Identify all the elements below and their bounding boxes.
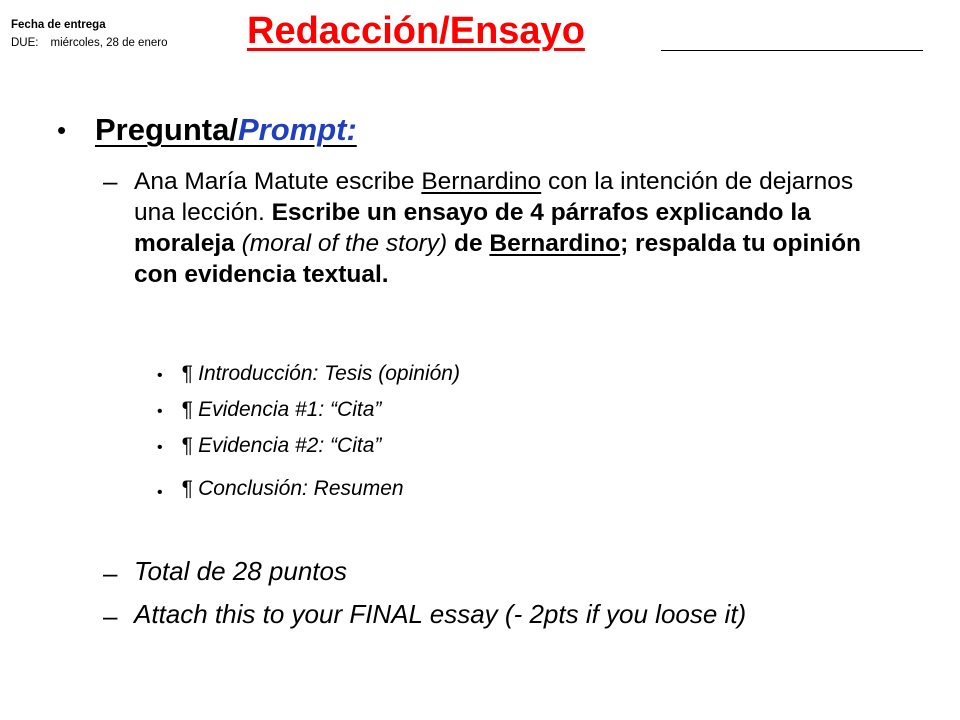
- due-line: [11, 34, 167, 52]
- dash-icon: –: [103, 558, 118, 588]
- prompt-heading-colon: :: [346, 112, 357, 147]
- dash-icon: –: [103, 166, 118, 196]
- dash-icon: –: [103, 601, 118, 631]
- outline-item: ¶ Evidencia #1: “Cita”: [181, 398, 382, 421]
- story-title-2: Bernardino: [489, 230, 621, 257]
- sub-bullet-icon: •: [157, 367, 163, 384]
- prompt-text: [134, 166, 869, 290]
- sub-bullet-icon: •: [157, 484, 163, 501]
- sub-bullet-icon: •: [157, 403, 163, 420]
- total-points: Total de 28 puntos: [134, 556, 347, 586]
- due-date-block: [11, 16, 167, 52]
- bullet-icon: •: [57, 115, 67, 145]
- prompt-heading: [95, 112, 357, 148]
- sub-bullet-icon: •: [157, 439, 163, 456]
- due-label: DUE:: [11, 37, 39, 49]
- attach-note: Attach this to your FINAL essay (- 2pts if you loose it): [134, 599, 747, 629]
- prompt-instruction-2: de: [453, 230, 490, 257]
- prompt-heading-en: Prompt: [237, 112, 347, 147]
- due-date: miércoles, 28 de enero: [50, 37, 168, 49]
- name-blank-line: [661, 50, 923, 51]
- prompt-text-2: con la intención de dejarnos una lección.: [134, 168, 854, 226]
- outline-item: ¶ Evidencia #2: “Cita”: [181, 434, 382, 457]
- prompt-heading-es: Pregunta/: [95, 112, 238, 147]
- page-title: Redacción/Ensayo: [247, 10, 585, 52]
- outline-item: ¶ Conclusión: Resumen: [181, 477, 404, 500]
- prompt-text-1: Ana María Matute escribe: [134, 168, 422, 195]
- prompt-instruction: Escribe un ensayo de 4 párrafos explicando la moraleja: [134, 199, 811, 257]
- due-heading: Fecha de entrega: [11, 19, 106, 31]
- story-title: Bernardino: [421, 168, 542, 195]
- prompt-instruction-3: ; respalda tu opinión con evidencia textual.: [134, 230, 861, 288]
- outline-item: ¶ Introducción: Tesis (opinión): [181, 362, 460, 385]
- prompt-translation: (moral of the story): [234, 230, 454, 257]
